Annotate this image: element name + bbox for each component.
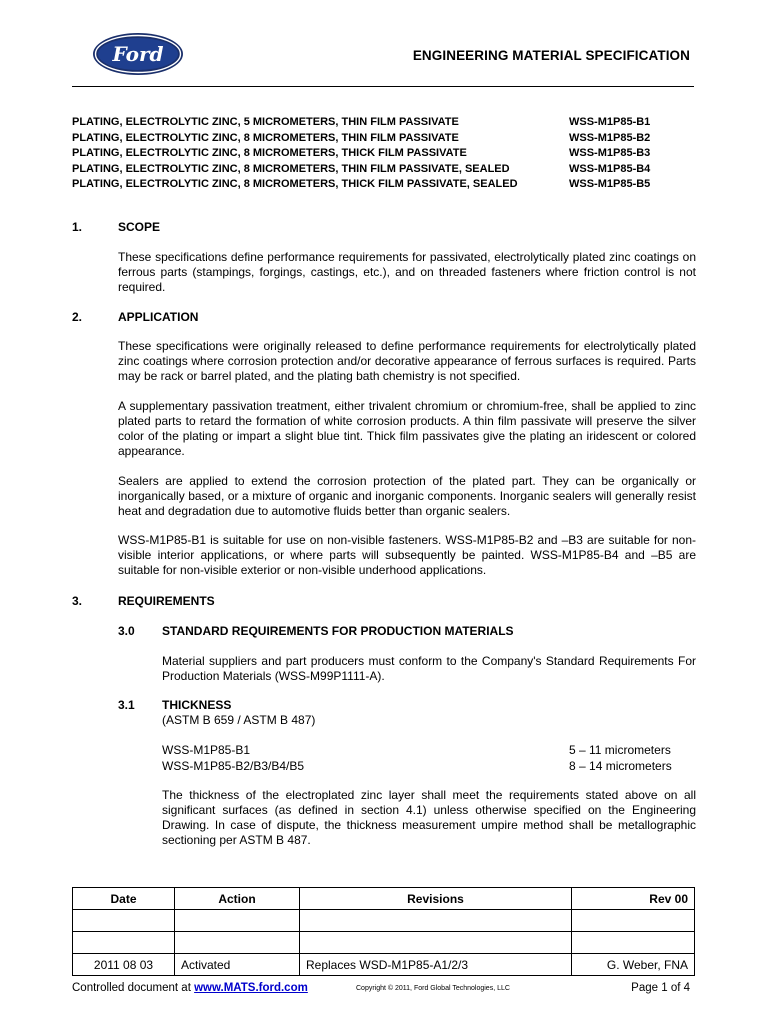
spec-row [72, 116, 702, 132]
ford-oval-icon [92, 32, 184, 76]
section-number: 3. [72, 594, 83, 608]
application-paragraph-4: WSS-M1P85-B1 is suitable for use on non-visible fasteners. WSS-M1P85-B2 and –B3 are suitable for non-visible interior applications, or where parts will subsequently be painted. WSS-M1P85-B4 and –B5 are suitable for non-visible exterior or non-visible underhood applications. [118, 533, 696, 577]
cell-date [73, 910, 175, 932]
section-title-application: APPLICATION [118, 310, 199, 324]
table-row [73, 910, 695, 932]
document-title: ENGINEERING MATERIAL SPECIFICATION [412, 48, 690, 63]
spec-row [72, 178, 702, 194]
subsection-number: 3.1 [118, 698, 135, 712]
thickness-reference: (ASTM B 659 / ASTM B 487) [162, 713, 316, 727]
header-date: Date [73, 888, 175, 910]
thickness-spec: WSS-M1P85-B1 [162, 743, 251, 757]
section-number: 1. [72, 220, 83, 234]
page-footer [72, 982, 694, 998]
spec-title: PLATING, ELECTROLYTIC ZINC, 8 MICROMETERS, THIN FILM PASSIVATE [72, 131, 459, 144]
revision-table [72, 887, 695, 976]
cell-revisions [300, 910, 572, 932]
subsection-number: 3.0 [118, 624, 135, 638]
header-action: Action [175, 888, 300, 910]
section-number: 2. [72, 310, 83, 324]
cell-rev [572, 910, 695, 932]
header-rev: Rev 00 [572, 888, 695, 910]
spec-row [72, 147, 702, 163]
spec-title: PLATING, ELECTROLYTIC ZINC, 8 MICROMETERS, THIN FILM PASSIVATE, SEALED [72, 162, 510, 175]
logo-wordmark: Ford [112, 42, 164, 66]
cell-action: Activated [175, 954, 300, 976]
cell-rev [572, 932, 695, 954]
cell-action [175, 932, 300, 954]
spec-code: WSS-M1P85-B3 [569, 147, 651, 159]
header-divider [72, 86, 694, 87]
thickness-value: 5 – 11 micrometers [569, 743, 671, 757]
application-paragraph-1: These specifications were originally released to define performance requirements for electrolytically plated zinc coatings where corrosion protection and/or decorative appearance of ferrous surfaces is required. Parts may be rack or barrel plated, and the plating bath chemistry is not specified. [118, 339, 696, 383]
spec-code: WSS-M1P85-B1 [569, 116, 651, 128]
spec-code: WSS-M1P85-B5 [569, 178, 651, 190]
page-number: Page 1 of 4 [631, 982, 690, 994]
scope-paragraph: These specifications define performance requirements for passivated, electrolytically plated zinc coatings on ferrous parts (stampings, forgings, castings, etc.), and on threaded fasteners where friction control is not required. [118, 250, 696, 294]
section-title-scope: SCOPE [118, 220, 161, 234]
spec-row [72, 132, 702, 148]
spec-title: PLATING, ELECTROLYTIC ZINC, 8 MICROMETERS, THICK FILM PASSIVATE [72, 147, 467, 159]
ford-logo [92, 32, 184, 76]
cell-date [73, 932, 175, 954]
controlled-label: Controlled document at [72, 982, 195, 994]
application-paragraph-2: A supplementary passivation treatment, either trivalent chromium or chromium-free, shall be applied to zinc plated parts to retard the formation of white corrosion products. A thin film passivate will preserve the silver color of the plating or impart a slight blue tint. Thick film passivates give the plating an iridescent or colored appearance. [118, 399, 696, 458]
spec-title: PLATING, ELECTROLYTIC ZINC, 5 MICROMETERS, THIN FILM PASSIVATE [72, 116, 459, 128]
spec-row [72, 163, 702, 179]
table-row [73, 954, 695, 976]
footer-controlled [72, 982, 308, 994]
spec-list [72, 116, 702, 194]
cell-action [175, 910, 300, 932]
cell-rev: G. Weber, FNA [572, 954, 695, 976]
application-paragraph-3: Sealers are applied to extend the corrosion protection of the plated part. They can be organically or inorganically based, or a mixture of organic and inorganic components. Inorganic sealers will generally resist heat and degradation due to automotive fluids better than organic sealers. [118, 474, 696, 518]
cell-date: 2011 08 03 [73, 954, 175, 976]
spec-code: WSS-M1P85-B4 [569, 162, 651, 175]
thickness-spec: WSS-M1P85-B2/B3/B4/B5 [162, 759, 305, 773]
spec-code: WSS-M1P85-B2 [569, 131, 651, 144]
subsection-title-standard: STANDARD REQUIREMENTS FOR PRODUCTION MATERIALS [162, 624, 514, 638]
spec-title: PLATING, ELECTROLYTIC ZINC, 8 MICROMETERS, THICK FILM PASSIVATE, SEALED [72, 178, 518, 190]
header-revisions: Revisions [300, 888, 572, 910]
table-header-row [73, 888, 695, 910]
footer-copyright: Copyright © 2011, Ford Global Technologies, LLC [356, 985, 510, 992]
subsection-title-thickness: THICKNESS [162, 698, 232, 712]
mats-link[interactable]: www.MATS.ford.com [194, 982, 308, 994]
cell-revisions: Replaces WSD-M1P85-A1/2/3 [300, 954, 572, 976]
cell-revisions [300, 932, 572, 954]
table-row [73, 932, 695, 954]
thickness-paragraph: The thickness of the electroplated zinc layer shall meet the requirements stated above on all significant surfaces (as defined in section 4.1) unless otherwise specified on the Engineering Drawing. In case of dispute, the thickness measurement umpire method shall be metallographic sectioning per ASTM B 487. [162, 788, 696, 847]
standard-requirements-paragraph: Material suppliers and part producers must conform to the Company's Standard Requirements For Production Materials (WSS-M99P1111-A). [162, 654, 696, 683]
thickness-value: 8 – 14 micrometers [569, 759, 672, 773]
section-title-requirements: REQUIREMENTS [118, 594, 215, 608]
